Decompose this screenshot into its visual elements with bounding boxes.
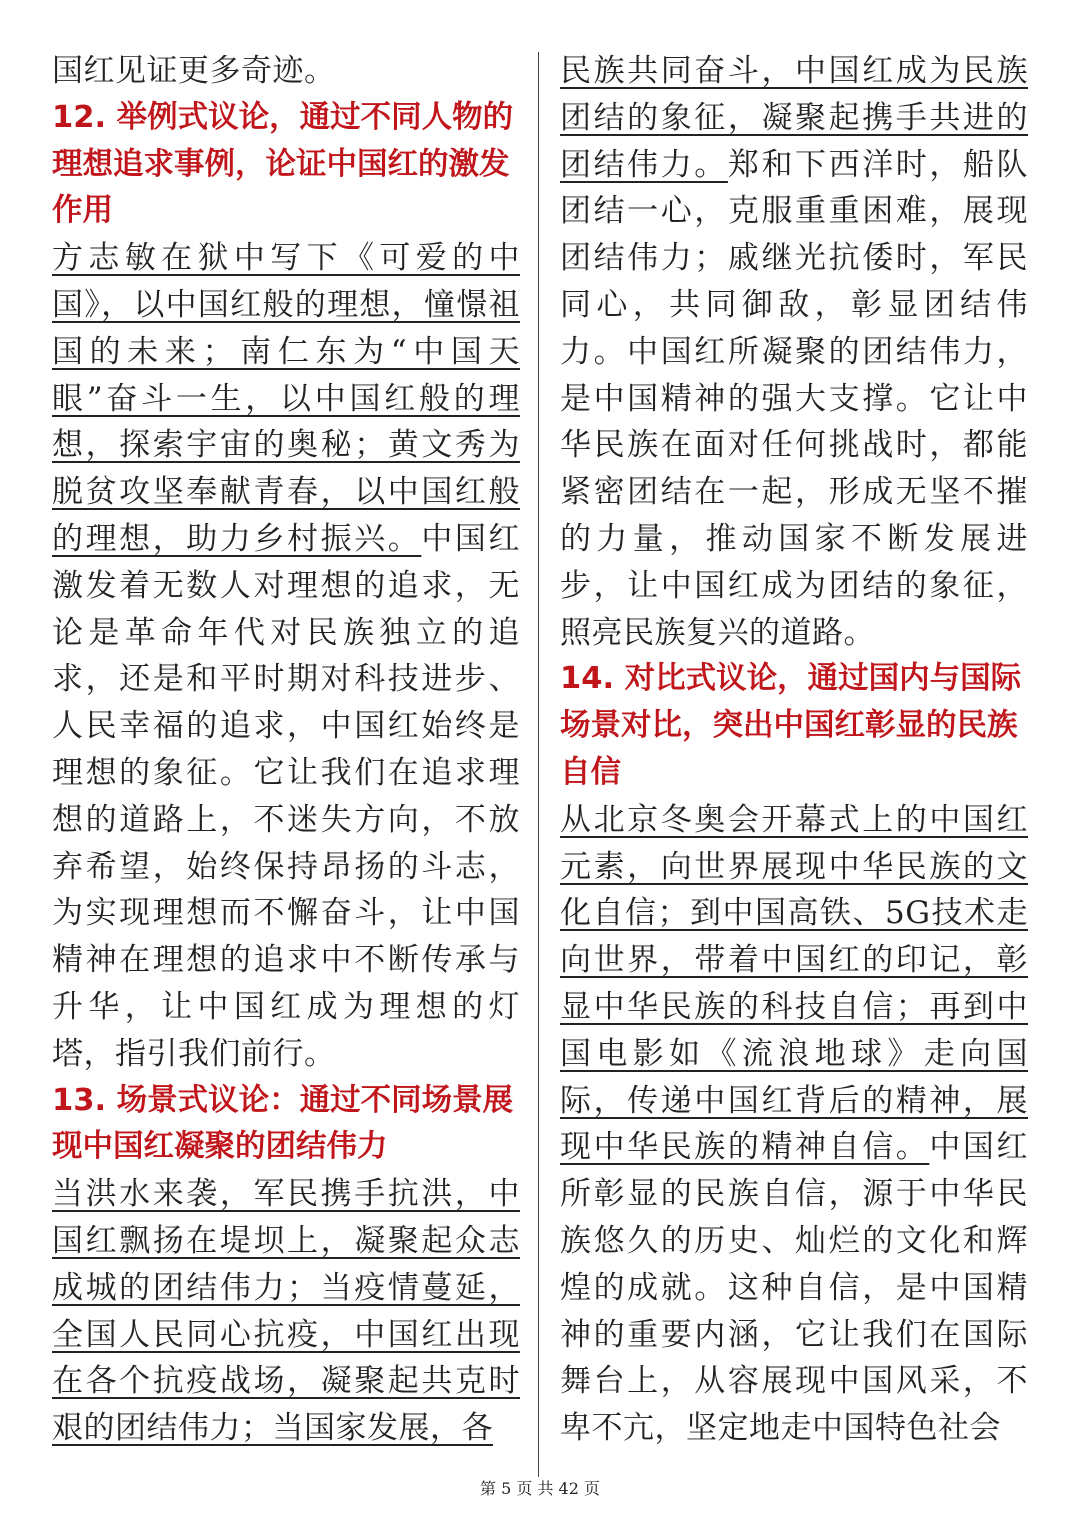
paragraph-12 [52,235,520,1077]
underlined-text: 当洪水来袭，军民携手抗洪，中国红飘扬在堤坝上，凝聚起众志成城的团结伟力；当疫情蔓延，全国人民同心抗疫，中国红出现在各个抗疫战场，凝聚起共克时艰的团结伟力；当国家发展，各 [52,1176,520,1447]
body-text: 中国红所彰显的民族自信，源于中华民族悠久的历史、灿烂的文化和辉煌的成就。这种自信，是中国精神的重要内涵，它让我们在国际舞台上，从容展现中国风采，不卑不亢，坚定地走中国特色社会 [560,1129,1029,1447]
section-heading-14: 14. 对比式议论，通过国内与国际场景对比，突出中国红彰显的民族自信 [560,661,1022,790]
paragraph-13-continued [560,48,1028,656]
body-text: 郑和下西洋时，船队团结一心，克服重重困难，展现团结伟力；戚继光抗倭时，军民同心，共同御敌，彰显团结伟力。中国红所凝聚的团结伟力，是中国精神的强大支撑。它让中华民族在面对任何挑战时，都能紧密团结在一起，形成无坚不摧的力量，推动国家不断发展进步，让中国红成为团结的象征，照亮民族复兴的道路。 [560,146,1029,651]
footer-prefix: 第 [479,1479,496,1498]
section-heading-12: 12. 举例式议论，通过不同人物的理想追求事例，论证中国红的激发作用 [52,99,514,229]
footer-suffix: 页 [584,1479,601,1498]
right-column [560,48,1028,1452]
paragraph-14 [560,797,1028,1452]
paragraph-continuation: 国红见证更多奇迹。 [52,53,336,89]
underlined-text: 民族共同奋斗，中国红成为民族团结的象征，凝聚起携手共进的团结伟力。 [560,53,1028,183]
body-text: 中国红激发着无数人对理想的追求，无论是革命年代对民族独立的追求，还是和平时期对科技进步、人民幸福的追求，中国红始终是理想的象征。它让我们在追求理想的道路上，不迷失方向，不放弃希望，始终保持昂扬的斗志，为实现理想而不懈奋斗，让中国精神在理想的追求中不断传承与升华，让中国红成为理想的灯塔，指引我们前行。 [52,520,521,1072]
page-total: 42 [558,1479,579,1498]
column-divider [538,52,539,1477]
page-footer [0,1476,1080,1499]
underlined-text: 方志敏在狱中写下《可爱的中国》，以中国红般的理想，憧憬祖国的未来；南仁东为“中国天眼”奋斗一生，以中国红般的理想，探索宇宙的奥秘；黄文秀为脱贫攻坚奉献青春，以中国红般的理想，助力乡村振兴。 [52,240,520,557]
footer-middle: 页 共 [516,1479,554,1498]
page-number: 5 [501,1479,512,1498]
section-heading-13: 13. 场景式议论：通过不同场景展现中国红凝聚的团结伟力 [52,1082,514,1165]
paragraph-13 [52,1171,520,1452]
underlined-text: 从北京冬奥会开幕式上的中国红元素，向世界展现中华民族的文化自信；到中国高铁、5G技术走向世界，带着中国红的印记，彰显中华民族的科技自信；再到中国电影如《流浪地球》走向国际，传递中国红背后的精神，展现中华民族的精神自信。 [560,801,1028,1166]
left-column [52,48,520,1452]
